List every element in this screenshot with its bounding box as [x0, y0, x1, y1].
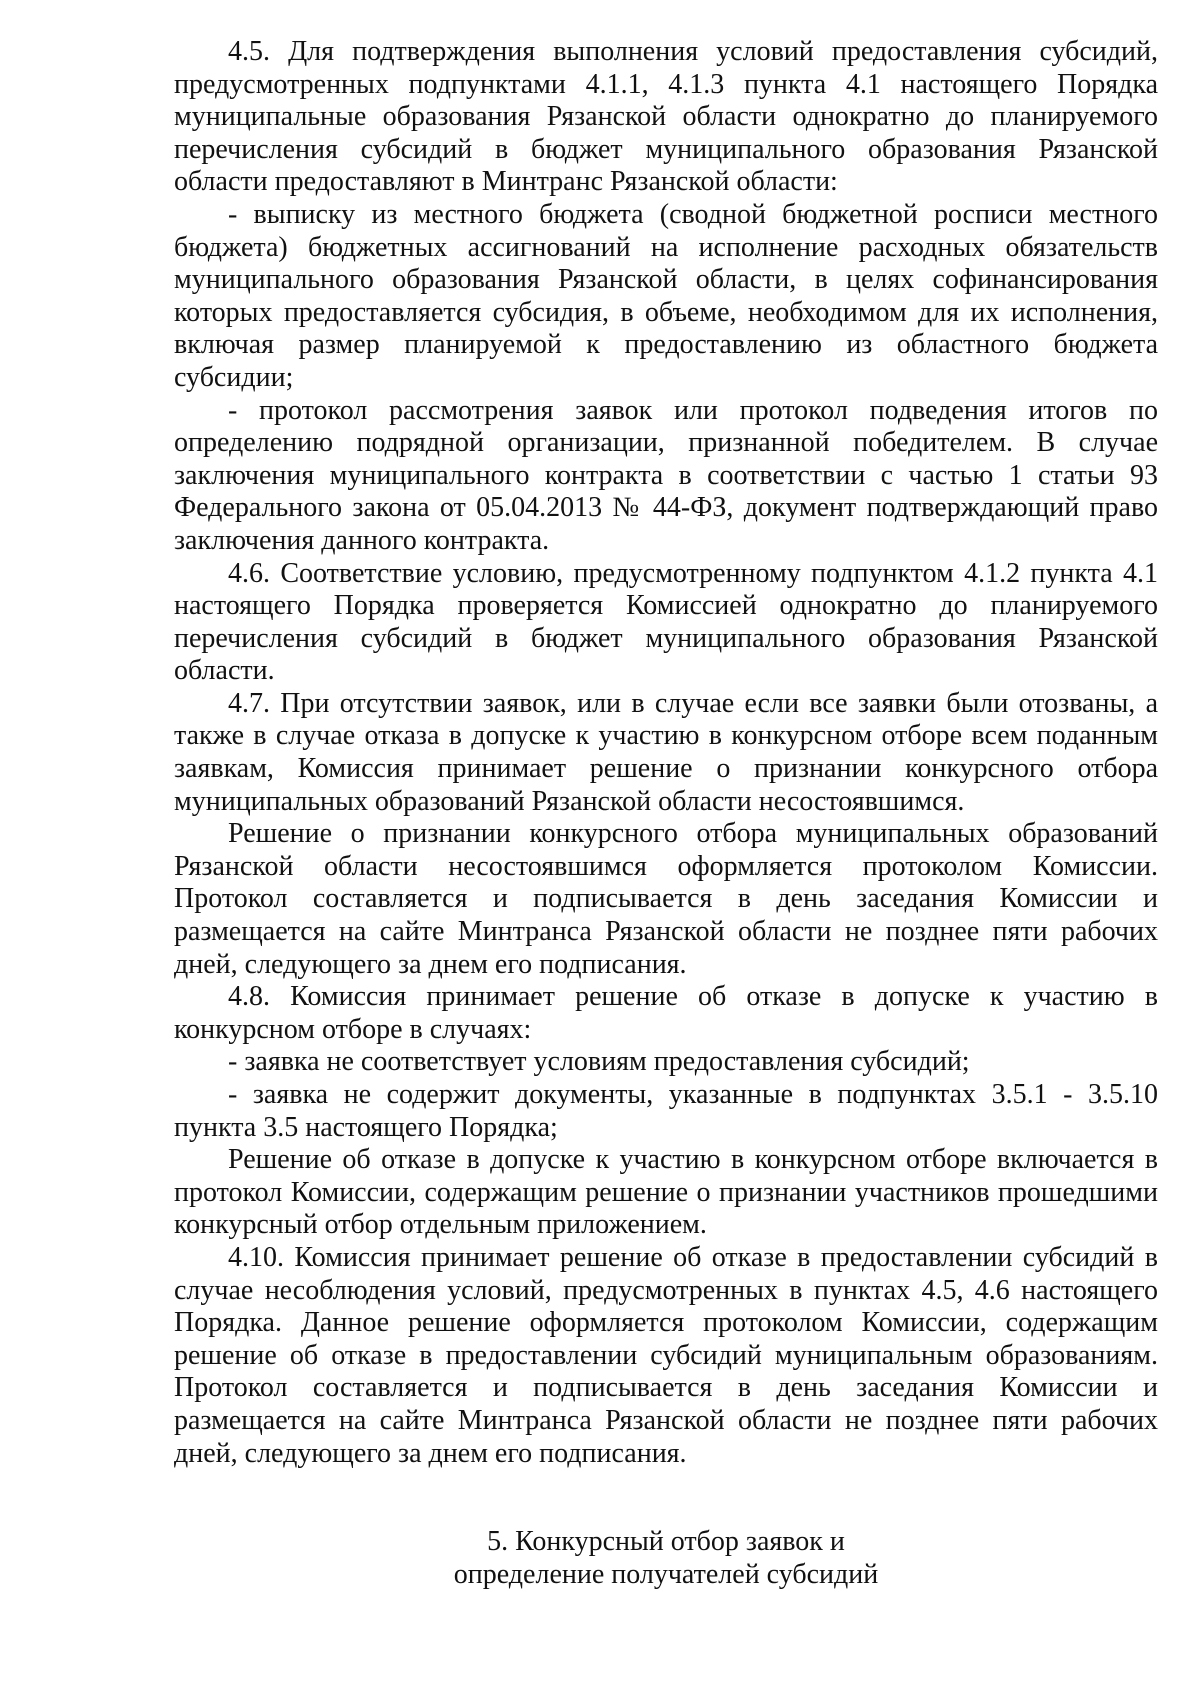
list-item-budget-extract: - выписку из местного бюджета (сводной бюджетной росписи местного бюджета) бюджетных ассигнований на исполнение расходных обязательств муниципального образования Рязанской области, в целях софинансирования которых предоставляется субсидия, в объеме, необходимом для их исполнения, включая размер планируемой к предоставлению из областного бюджета субсидии;	[174, 198, 1158, 393]
section-heading-line-1: 5. Конкурсный отбор заявок и	[487, 1526, 845, 1558]
paragraph-4-6: 4.6. Соответствие условию, предусмотренному подпунктом 4.1.2 пункта 4.1 настоящего Порядка проверяется Комиссией однократно до планируемого перечисления субсидий в бюджет муниципального образования Рязанской области.	[174, 557, 1158, 687]
paragraph-4-5: 4.5. Для подтверждения выполнения условий предоставления субсидий, предусмотренных подпунктами 4.1.1, 4.1.3 пункта 4.1 настоящего Порядка муниципальные образования Рязанской области однократно до планируемого перечисления субсидий в бюджет муниципального образования Рязанской области предоставляют в Минтранс Рязанской области:	[174, 36, 1158, 198]
paragraph-decision-failed: Решение о признании конкурсного отбора муниципальных образований Рязанской области несостоявшимся оформляется протоколом Комиссии. Протокол составляется и подписывается в день заседания Комиссии и размещается на сайте Минтранса Рязанской области не позднее пяти рабочих дней, следующего за днем его подписания.	[174, 818, 1158, 980]
paragraph-4-7: 4.7. При отсутствии заявок, или в случае если все заявки были отозваны, а также в случае отказа в допуске к участию в конкурсном отборе всем поданным заявкам, Комиссия принимает решение о признании конкурсного отбора муниципальных образований Рязанской области несостоявшимся.	[174, 687, 1158, 817]
document-page	[174, 36, 1158, 1591]
section-heading	[174, 1526, 1158, 1591]
section-heading-line-2: определение получателей субсидий	[453, 1558, 879, 1590]
paragraph-4-8: 4.8. Комиссия принимает решение об отказе в допуске к участию в конкурсном отборе в случаях:	[174, 981, 1158, 1045]
list-item-missing-documents: - заявка не содержит документы, указанные в подпунктах 3.5.1 - 3.5.10 пункта 3.5 настоящего Порядка;	[174, 1079, 1158, 1143]
paragraph-4-10: 4.10. Комиссия принимает решение об отказе в предоставлении субсидий в случае несоблюдения условий, предусмотренных в пунктах 4.5, 4.6 настоящего Порядка. Данное решение оформляется протоколом Комиссии, содержащим решение об отказе в предоставлении субсидий муниципальным образованиям. Протокол составляется и подписывается в день заседания Комиссии и размещается на сайте Минтранса Рязанской области не позднее пяти рабочих дней, следующего за днем его подписания.	[174, 1241, 1158, 1469]
list-item-nonconformity: - заявка не соответствует условиям предоставления субсидий;	[228, 1046, 970, 1078]
list-item-protocol: - протокол рассмотрения заявок или протокол подведения итогов по определению подрядной организации, признанной победителем. В случае заключения муниципального контракта в соответствии с частью 1 статьи 93 Федерального закона от 05.04.2013 № 44-ФЗ, документ подтверждающий право заключения данного контракта.	[174, 394, 1158, 556]
paragraph-refusal-decision: Решение об отказе в допуске к участию в конкурсном отборе включается в протокол Комиссии, содержащим решение о признании участников прошедшими конкурсный отбор отдельным приложением.	[174, 1144, 1158, 1241]
